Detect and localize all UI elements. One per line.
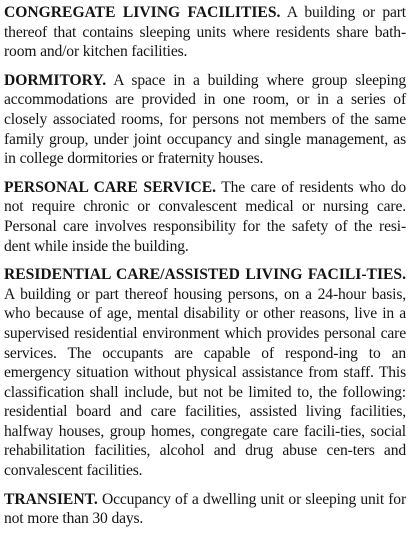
definition-transient <box>4 490 406 529</box>
definition-text: A space in a building where group sleeping accommodations are provided in one room, or in a series of closely associated rooms, for persons not members of the same family group, under joint occupancy and single management, as in college dormitories or fraternity houses. <box>4 71 406 168</box>
definition-term: DORMITORY. <box>4 71 107 89</box>
definition-text: Occupancy of a dwelling unit or sleeping unit for not more than 30 days. <box>4 490 406 528</box>
definition-term: RESIDENTIAL CARE/ASSISTED LIVING FACILI-TIES. <box>4 266 406 284</box>
definition-personal-care-service <box>4 178 406 256</box>
definition-term: TRANSIENT. <box>4 490 98 508</box>
definition-congregate-living-facilities <box>4 3 406 62</box>
definition-text: A building or part thereof that contains sleeping units where residents share bath-room and/or kitchen facilities. <box>4 4 406 61</box>
definition-residential-care-assisted-living <box>4 265 406 481</box>
definition-dormitory <box>4 71 406 169</box>
definition-term: PERSONAL CARE SERVICE. <box>4 178 217 196</box>
definition-term: CONGREGATE LIVING FACILITIES. <box>4 4 281 21</box>
definition-text: A building or part thereof housing persons, on a 24-hour basis, who because of age, mental disability or other reasons, live in a supervised residential environment which provides personal care services. The occupants are capable of respond-ing to an emergency situation without physical assistance from staff. This classification shall include, but not be limited to, the following: residential board and care facilities, assisted living facilities, halfway houses, group homes, congregate care facili-ties, social rehabilitation facilities, alcohol and drug abuse cen-ters and convalescent facilities. <box>4 285 406 480</box>
definition-text: The care of residents who do not require chronic or convalescent medical or nursing care. Personal care involves responsibility for the safety of the resi-dent while inside the building. <box>4 178 406 255</box>
definitions-page <box>4 3 406 538</box>
